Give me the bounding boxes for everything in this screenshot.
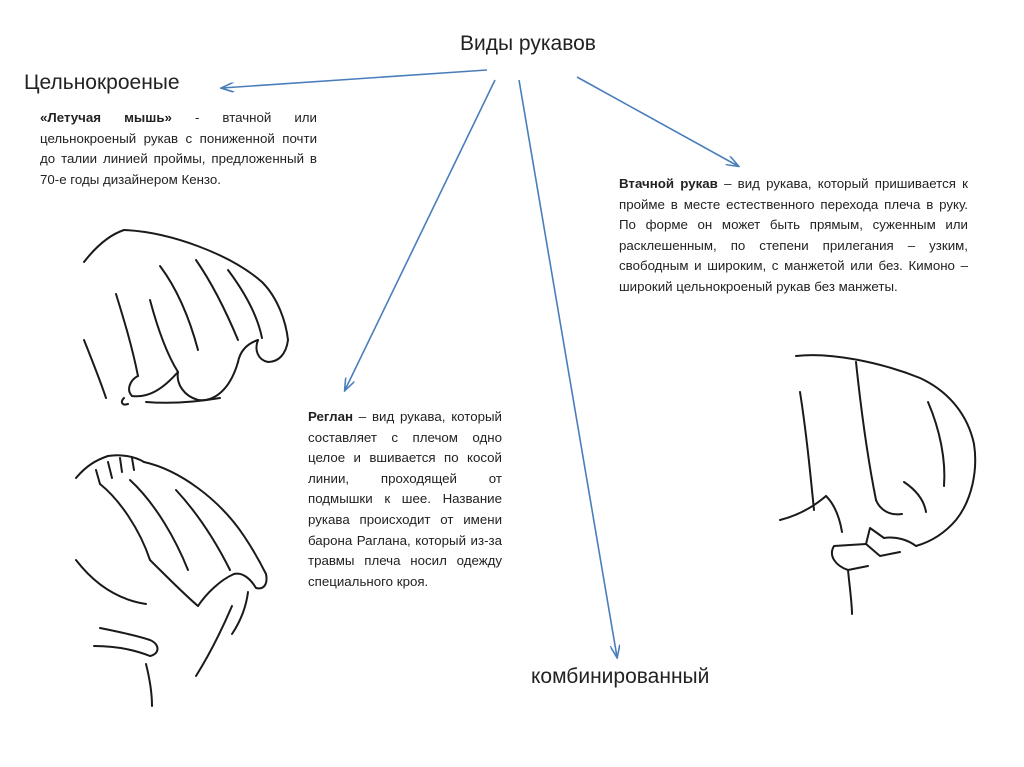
bat-sleeve-text: - втачной или цельнокроеный рукав с пониженной почти до талии линией проймы, предложенный в 70-е годы дизайнером Кензо. [40,110,317,187]
bat-sleeve-term: «Летучая мышь» [40,110,172,125]
raglan-sleeve-term: Реглан [308,409,354,424]
category-integral: Цельнокроеные [24,71,180,94]
bat-sleeve-description [40,108,317,190]
raglan-sleeve-description [308,407,502,592]
category-combined: комбинированный [531,665,710,688]
raglan-sleeve-text: – вид рукава, который составляет с плечом одно целое и вшивается по косой линии, проходящей от подмышки к шее. Название рукава происходит от имени барона Раглана, который из-за травмы плеча носил одежду специального кроя. [308,409,502,589]
setin-sleeve-text: – вид рукава, который пришивается к пройме в месте естественного перехода плеча в руку. По форме он может быть прямым, суженным или расклешенным, по степени прилегания – узким, свободным и широким, с манжетой или без. Кимоно – широкий цельнокроеный рукав без манжеты. [619,176,968,294]
setin-sleeve-description [619,174,968,298]
bat-sleeve-illustration [84,230,288,405]
setin-sleeve-term: Втачной рукав [619,176,718,191]
raglan-sleeve-illustration [76,455,267,706]
setin-sleeve-illustration [780,355,975,614]
diagram-title: Виды рукавов [460,32,596,55]
